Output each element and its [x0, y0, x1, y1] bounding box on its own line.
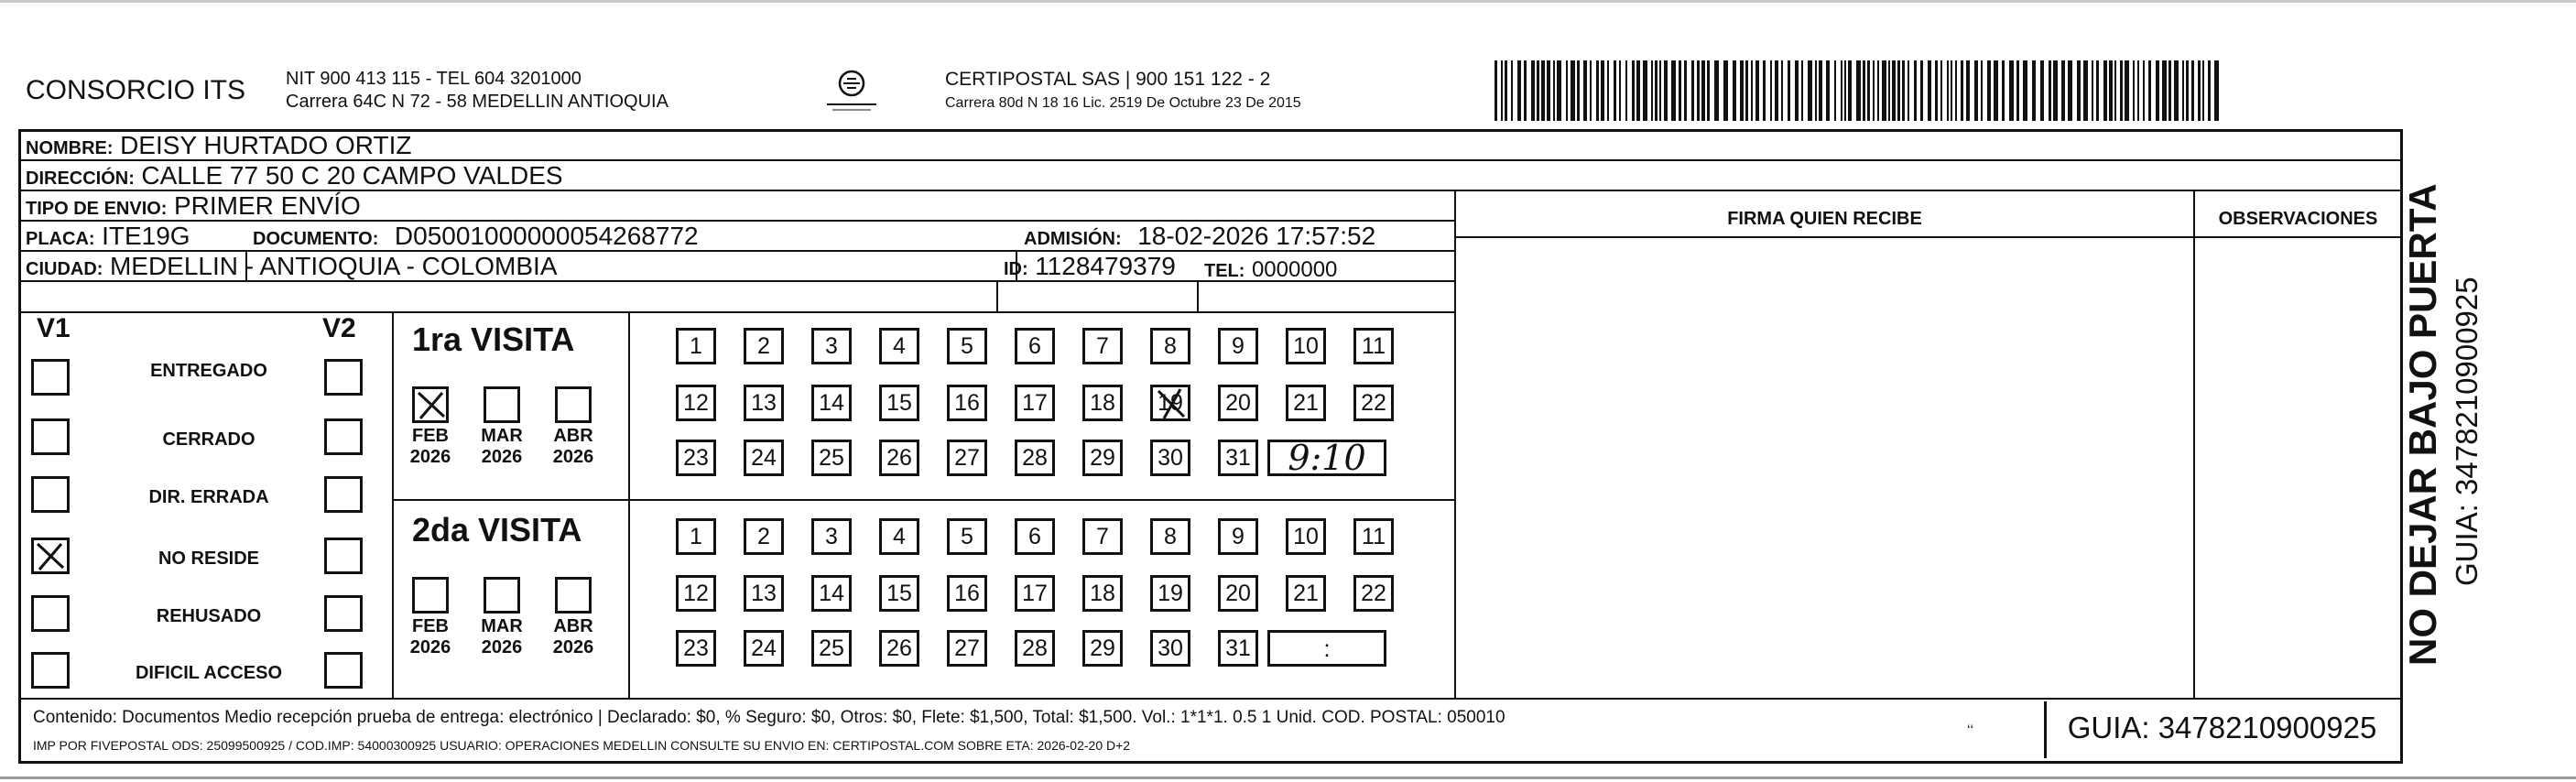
barcode-bar — [1815, 60, 1817, 121]
barcode-bar — [1679, 60, 1681, 121]
month-label — [474, 426, 529, 468]
barcode-bar — [1655, 60, 1658, 121]
barcode-bar — [1775, 60, 1778, 121]
status-label: REHUSADO — [156, 606, 262, 626]
side-guia: GUIA: 3478210900925 — [2450, 277, 2484, 586]
visit-title: 2da VISITA — [412, 511, 582, 548]
certipostal-info — [945, 68, 1301, 115]
day-box[interactable]: 9 — [1218, 328, 1258, 364]
guia-number: GUIA: 3478210900925 — [2044, 701, 2397, 758]
certipostal-nit: CERTIPOSTAL SAS | 900 151 122 - 2 — [945, 69, 1271, 90]
col-divider — [628, 311, 630, 698]
barcode-bar — [1908, 60, 1909, 121]
barcode-bar — [1619, 60, 1621, 121]
day-box[interactable]: 29 — [1082, 630, 1123, 667]
month-name: ABR — [553, 616, 593, 636]
barcode-bar — [1987, 60, 1991, 121]
month-checkbox[interactable] — [555, 386, 592, 423]
x-mark-icon — [34, 540, 67, 571]
admision-cell — [1024, 223, 1375, 253]
day-box[interactable]: 3 — [811, 328, 852, 364]
barcode-bar — [1882, 60, 1886, 121]
col-divider — [2193, 190, 2195, 698]
status-v2-checkbox[interactable] — [324, 418, 363, 455]
barcode-bar — [1553, 60, 1555, 121]
day-box[interactable]: 18 — [1082, 575, 1123, 612]
placa-value: ITE19G — [102, 222, 190, 250]
barcode-bar — [1557, 60, 1561, 121]
barcode-bar — [2016, 60, 2019, 121]
month-checkbox[interactable] — [412, 386, 449, 423]
day-box[interactable]: 3 — [811, 518, 852, 555]
barcode-bar — [1848, 60, 1852, 121]
day-box[interactable]: 23 — [676, 440, 716, 476]
admision-label: ADMISIÓN: — [1024, 229, 1122, 249]
ciudad-cell — [26, 253, 558, 283]
visit-title: 1ra VISITA — [412, 320, 575, 358]
barcode-bar — [1863, 60, 1865, 121]
barcode-bar — [1935, 60, 1938, 121]
month-year: 2026 — [481, 637, 523, 657]
barcode-bar — [1888, 60, 1890, 121]
barcode-bar — [1856, 60, 1861, 121]
barcode-bar — [2143, 60, 2145, 121]
col-divider — [996, 280, 998, 311]
barcode-bar — [1566, 60, 1568, 121]
day-box[interactable]: 30 — [1150, 440, 1190, 476]
day-box[interactable]: 21 — [1286, 575, 1326, 612]
day-box[interactable]: 8 — [1150, 328, 1190, 364]
day-box[interactable]: 27 — [947, 440, 987, 476]
barcode-bar — [2125, 60, 2129, 121]
barcode-bar — [1625, 60, 1627, 121]
id-cell — [1004, 253, 1176, 283]
status-label: DIR. ERRADA — [148, 487, 269, 507]
barcode-bar — [1841, 60, 1842, 121]
barcode-bar — [1902, 60, 1905, 121]
barcode-bar — [1684, 60, 1687, 121]
company-address-line: Carrera 64C N 72 - 58 MEDELLIN ANTIOQUIA — [286, 92, 668, 112]
admision-value: 18-02-2026 17:57:52 — [1137, 222, 1376, 250]
barcode-bar — [1873, 60, 1875, 121]
barcode-bar — [2023, 60, 2027, 121]
barcode-bar — [1994, 60, 1998, 121]
barcode-bar — [1961, 60, 1963, 121]
barcode-bar — [2156, 60, 2159, 121]
day-box[interactable]: 5 — [947, 518, 987, 555]
day-box[interactable]: 27 — [947, 630, 987, 667]
day-box[interactable]: 9 — [1218, 518, 1258, 555]
barcode-bar — [1795, 60, 1799, 121]
barcode-bar — [1632, 60, 1635, 121]
day-box[interactable]: 10 — [1286, 328, 1326, 364]
day-box[interactable]: 22 — [1353, 575, 1394, 612]
direccion-value: CALLE 77 50 C 20 CAMPO VALDES — [141, 161, 563, 190]
ciudad-value: MEDELLIN - ANTIOQUIA - COLOMBIA — [109, 252, 558, 280]
day-box[interactable]: 13 — [744, 575, 784, 612]
day-box[interactable]: 14 — [811, 385, 852, 421]
barcode-bar — [1671, 60, 1676, 121]
handwritten-mark: ʻʻ — [1967, 723, 1974, 739]
barcode-bar — [1501, 60, 1503, 121]
day-box[interactable]: 18 — [1082, 385, 1123, 421]
tipo-envio-label: TIPO DE ENVIO: — [26, 199, 168, 219]
barcode-bar — [2114, 60, 2116, 121]
month-year: 2026 — [409, 447, 451, 467]
barcode-bar — [1801, 60, 1803, 121]
day-box[interactable]: 15 — [879, 385, 919, 421]
barcode — [1495, 60, 2223, 121]
barcode-bar — [1714, 60, 1719, 121]
row-divider — [1454, 236, 2403, 238]
day-box[interactable]: 17 — [1015, 385, 1055, 421]
day-box[interactable]: 16 — [947, 575, 987, 612]
barcode-bar — [1636, 60, 1640, 121]
barcode-bar — [2120, 60, 2123, 121]
barcode-bar — [2109, 60, 2113, 121]
barcode-bar — [2182, 60, 2184, 121]
barcode-bar — [1892, 60, 1896, 121]
status-label: DIFICIL ACCESO — [135, 663, 282, 683]
day-box[interactable]: 4 — [879, 518, 919, 555]
status-v1-checkbox[interactable] — [31, 538, 70, 574]
barcode-bar — [1914, 60, 1917, 121]
barcode-bar — [1664, 60, 1668, 121]
month-checkbox[interactable] — [484, 386, 520, 423]
month-name: ABR — [553, 426, 593, 446]
month-checkbox[interactable] — [555, 577, 592, 614]
barcode-bar — [1981, 60, 1983, 121]
direccion-label: DIRECCIÓN: — [26, 168, 135, 189]
status-v2-checkbox[interactable] — [324, 476, 363, 513]
visit-divider — [392, 499, 1456, 501]
day-box[interactable]: 23 — [676, 630, 716, 667]
print-info-line: IMP POR FIVEPOSTAL ODS: 25099500925 / COD.IMP: 54000300925 USUARIO: OPERACIONES MEDELLIN CONSULTE SU ENVIO EN: CERTIPOSTAL.COM SOBRE ETA: 2026-02-20 D+2 — [33, 738, 1131, 753]
ciudad-label: CIUDAD: — [26, 259, 103, 279]
barcode-bar — [1751, 60, 1753, 121]
barcode-bar — [1511, 60, 1513, 121]
certipostal-logo — [820, 68, 884, 114]
barcode-bar — [1590, 60, 1592, 121]
barcode-bar — [1974, 60, 1978, 121]
documento-value: D05001000000054268772 — [394, 222, 699, 250]
row-divider — [18, 698, 2403, 700]
day-box[interactable]: 7 — [1082, 328, 1123, 364]
month-year: 2026 — [481, 447, 523, 467]
barcode-bar — [2174, 60, 2179, 121]
status-v2-checkbox[interactable] — [324, 538, 363, 574]
month-name: FEB — [412, 616, 449, 636]
barcode-bar — [1505, 60, 1507, 121]
barcode-bar — [1614, 60, 1616, 121]
month-label — [546, 616, 601, 658]
observaciones-header: OBSERVACIONES — [2218, 209, 2378, 229]
v2-header: V2 — [322, 313, 356, 343]
barcode-bar — [1733, 60, 1736, 121]
barcode-bar — [1819, 60, 1822, 121]
day-box[interactable]: 20 — [1218, 385, 1258, 421]
day-box[interactable]: 10 — [1286, 518, 1326, 555]
barcode-bar — [1940, 60, 1942, 121]
barcode-bar — [2040, 60, 2044, 121]
month-checkbox[interactable] — [412, 577, 449, 614]
row-divider — [18, 311, 1456, 313]
barcode-bar — [1651, 60, 1653, 121]
tel-cell — [1204, 255, 1337, 285]
day-box[interactable]: 25 — [811, 630, 852, 667]
barcode-bar — [2002, 60, 2005, 121]
barcode-bar — [1808, 60, 1812, 121]
barcode-bar — [2032, 60, 2036, 121]
barcode-bar — [1877, 60, 1879, 121]
x-mark-icon — [1153, 387, 1190, 429]
day-box[interactable]: 22 — [1353, 385, 1394, 421]
bottom-edge-line — [0, 777, 2576, 779]
nombre-value: DEISY HURTADO ORTIZ — [120, 131, 412, 159]
day-box[interactable]: 8 — [1150, 518, 1190, 555]
day-box[interactable]: 29 — [1082, 440, 1123, 476]
company-info — [286, 68, 668, 114]
barcode-bar — [1607, 60, 1609, 121]
month-year: 2026 — [409, 637, 451, 657]
barcode-bar — [1928, 60, 1931, 121]
day-box[interactable]: 1 — [676, 328, 716, 364]
barcode-bar — [1596, 60, 1599, 121]
status-v2-checkbox[interactable] — [324, 595, 363, 632]
nombre-row — [26, 132, 411, 162]
documento-cell — [253, 223, 699, 253]
contents-line: Contenido: Documentos Medio recepción prueba de entrega: electrónico | Declarado: $0, % Seguro: $0, Otros: $0, Flete: $1,500, Total: $1,500. Vol.: 1*1*1. 0.5 1 Unid. COD. POSTAL: 050010 — [33, 708, 1505, 727]
day-box[interactable]: 31 — [1218, 630, 1258, 667]
direccion-row — [26, 162, 563, 192]
col-divider — [1454, 190, 1456, 698]
day-box[interactable]: 6 — [1015, 518, 1055, 555]
id-label: ID: — [1004, 259, 1028, 279]
barcode-bar — [1966, 60, 1970, 121]
barcode-bar — [1844, 60, 1846, 121]
day-box[interactable]: 2 — [744, 328, 784, 364]
barcode-bar — [2083, 60, 2088, 121]
barcode-bar — [1601, 60, 1604, 121]
day-box[interactable]: 28 — [1015, 440, 1055, 476]
month-checkbox[interactable] — [484, 577, 520, 614]
documento-label: DOCUMENTO: — [253, 229, 379, 249]
day-box[interactable]: 2 — [744, 518, 784, 555]
month-name: MAR — [481, 616, 523, 636]
barcode-bar — [2148, 60, 2151, 121]
tipo-envio-row — [26, 192, 361, 223]
status-v1-checkbox[interactable] — [31, 418, 70, 455]
time-box[interactable]: 9:10 — [1267, 440, 1386, 476]
barcode-bar — [2191, 60, 2194, 121]
day-box[interactable]: 7 — [1082, 518, 1123, 555]
barcode-bar — [2061, 60, 2065, 121]
barcode-bar — [1826, 60, 1830, 121]
barcode-bar — [1740, 60, 1744, 121]
day-box[interactable]: 28 — [1015, 630, 1055, 667]
company-nit-line: NIT 900 413 115 - TEL 604 3201000 — [286, 69, 582, 89]
barcode-bar — [1659, 60, 1661, 121]
month-name: FEB — [412, 426, 449, 446]
v1-header: V1 — [37, 313, 71, 343]
certipostal-license: Carrera 80d N 18 16 Lic. 2519 De Octubre 23 De 2015 — [945, 95, 1301, 111]
barcode-bar — [2208, 60, 2211, 121]
barcode-bar — [1571, 60, 1575, 121]
time-box[interactable]: : — [1267, 630, 1386, 667]
day-box[interactable]: 14 — [811, 575, 852, 612]
barcode-bar — [2198, 60, 2201, 121]
day-box[interactable]: 5 — [947, 328, 987, 364]
status-v1-checkbox[interactable] — [31, 476, 70, 513]
tipo-envio-value: PRIMER ENVÍO — [173, 191, 361, 220]
month-year: 2026 — [552, 637, 594, 657]
status-v1-checkbox[interactable] — [31, 359, 70, 396]
barcode-bar — [1524, 60, 1527, 121]
day-box[interactable]: 4 — [879, 328, 919, 364]
status-v2-checkbox[interactable] — [324, 652, 363, 689]
barcode-bar — [1788, 60, 1790, 121]
day-box[interactable]: 25 — [811, 440, 852, 476]
barcode-bar — [1547, 60, 1550, 121]
day-box[interactable]: 11 — [1353, 518, 1394, 555]
barcode-bar — [2133, 60, 2135, 121]
company-name: CONSORCIO ITS — [26, 75, 246, 105]
day-box[interactable]: 15 — [879, 575, 919, 612]
placa-label: PLACA: — [26, 229, 95, 249]
barcode-bar — [2092, 60, 2093, 121]
barcode-bar — [1697, 60, 1700, 121]
barcode-bar — [1897, 60, 1900, 121]
day-box[interactable]: 26 — [879, 630, 919, 667]
month-label — [403, 426, 458, 468]
month-label — [403, 616, 458, 658]
day-box[interactable]: 12 — [676, 385, 716, 421]
barcode-bar — [2096, 60, 2099, 121]
tel-value: 0000000 — [1251, 257, 1338, 282]
day-box[interactable]: 16 — [947, 385, 987, 421]
day-box[interactable]: 30 — [1150, 630, 1190, 667]
firma-header: FIRMA QUIEN RECIBE — [1727, 209, 1922, 229]
barcode-bar — [1707, 60, 1710, 121]
month-name: MAR — [481, 426, 523, 446]
status-v2-checkbox[interactable] — [324, 359, 363, 396]
barcode-bar — [1531, 60, 1535, 121]
status-label: NO RESIDE — [158, 548, 260, 569]
barcode-bar — [1583, 60, 1587, 121]
day-box[interactable]: 24 — [744, 440, 784, 476]
barcode-bar — [1920, 60, 1923, 121]
barcode-bar — [2162, 60, 2167, 121]
barcode-bar — [2202, 60, 2204, 121]
x-mark-icon — [415, 389, 448, 420]
barcode-bar — [1701, 60, 1705, 121]
day-box[interactable]: 17 — [1015, 575, 1055, 612]
status-v1-checkbox[interactable] — [31, 652, 70, 689]
day-box[interactable]: 20 — [1218, 575, 1258, 612]
barcode-bar — [1745, 60, 1748, 121]
nombre-label: NOMBRE: — [26, 138, 114, 158]
day-box[interactable]: 31 — [1218, 440, 1258, 476]
barcode-bar — [1517, 60, 1521, 121]
barcode-bar — [2168, 60, 2171, 121]
day-box[interactable]: 1 — [676, 518, 716, 555]
barcode-bar — [2053, 60, 2058, 121]
barcode-bar — [1763, 60, 1766, 121]
barcode-bar — [2186, 60, 2189, 121]
barcode-bar — [1691, 60, 1694, 121]
barcode-bar — [2049, 60, 2051, 121]
barcode-bar — [1537, 60, 1539, 121]
tel-label: TEL: — [1204, 261, 1245, 281]
status-v1-checkbox[interactable] — [31, 595, 70, 632]
barcode-bar — [1723, 60, 1728, 121]
barcode-bar — [2214, 60, 2219, 121]
barcode-bar — [1770, 60, 1772, 121]
barcode-bar — [1951, 60, 1952, 121]
barcode-bar — [2137, 60, 2139, 121]
day-box[interactable]: 13 — [744, 385, 784, 421]
barcode-bar — [1834, 60, 1836, 121]
day-box[interactable]: 26 — [879, 440, 919, 476]
barcode-bar — [1541, 60, 1545, 121]
id-value: 1128479379 — [1035, 252, 1176, 280]
barcode-bar — [2103, 60, 2107, 121]
day-box[interactable]: 6 — [1015, 328, 1055, 364]
day-box[interactable]: 21 — [1286, 385, 1326, 421]
barcode-bar — [1867, 60, 1870, 121]
month-label — [474, 616, 529, 658]
barcode-bar — [1755, 60, 1759, 121]
barcode-bar — [1781, 60, 1783, 121]
placa-cell — [26, 223, 190, 253]
status-label: CERRADO — [162, 429, 255, 450]
day-box[interactable]: 12 — [676, 575, 716, 612]
day-box[interactable]: 24 — [744, 630, 784, 667]
month-year: 2026 — [552, 447, 594, 467]
barcode-bar — [1955, 60, 1957, 121]
day-box[interactable]: 11 — [1353, 328, 1394, 364]
barcode-bar — [1577, 60, 1580, 121]
status-label: ENTREGADO — [150, 361, 267, 381]
col-divider — [392, 311, 394, 698]
barcode-bar — [2009, 60, 2014, 121]
barcode-bar — [1643, 60, 1647, 121]
barcode-bar — [1495, 60, 1497, 121]
side-notice: NO DEJAR BAJO PUERTA — [2401, 183, 2444, 666]
barcode-bar — [1947, 60, 1949, 121]
month-label — [546, 426, 601, 468]
barcode-bar — [2068, 60, 2072, 121]
col-divider — [1197, 280, 1199, 311]
day-box[interactable]: 19 — [1150, 385, 1190, 421]
day-box[interactable]: 19 — [1150, 575, 1190, 612]
barcode-bar — [2077, 60, 2081, 121]
top-edge-line — [0, 0, 2576, 3]
